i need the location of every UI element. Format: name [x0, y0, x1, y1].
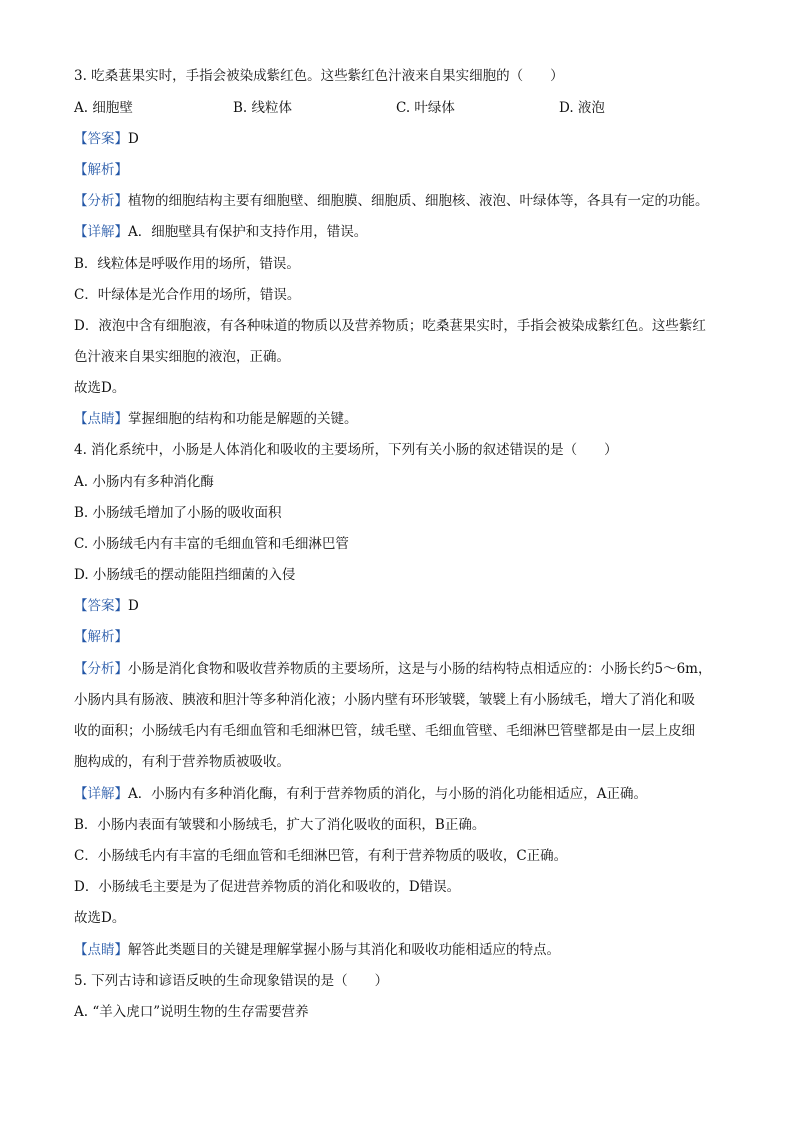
q3-xiangjie-d-line2: 色汁液来自果实细胞的液泡，正确。	[74, 349, 290, 365]
q4-fenxi-line3: 收的面积；小肠绒毛内有毛细血管和毛细淋巴管，绒毛壁、毛细血管壁、毛细淋巴管壁都是由一层上皮细	[74, 723, 695, 739]
q3-option-d: D. 液泡	[559, 100, 605, 116]
analysis-tag: 【解析】	[74, 162, 128, 178]
q4-option-c: C. 小肠绒毛内有丰富的毛细血管和毛细淋巴管	[74, 536, 349, 552]
q5-option-a: A. “羊入虎口”说明生物的生存需要营养	[74, 1004, 309, 1020]
q4-dianjing	[74, 940, 724, 960]
question-3-options	[74, 98, 724, 118]
q4-analysis	[74, 627, 724, 647]
xiangjie-text: A．小肠内有多种消化酶，有利于营养物质的消化，与小肠的消化功能相适应，A正确。	[128, 786, 647, 802]
fenxi-tag: 【分析】	[74, 661, 128, 677]
dianjing-text: 掌握细胞的结构和功能是解题的关键。	[128, 411, 358, 427]
answer-value: D	[128, 131, 139, 147]
q3-xiangjie-a	[74, 222, 724, 242]
q4-option-b: B. 小肠绒毛增加了小肠的吸收面积	[74, 505, 282, 521]
fenxi-text: 植物的细胞结构主要有细胞壁、细胞膜、细胞质、细胞核、液泡、叶绿体等，各具有一定的功能。	[128, 193, 709, 209]
fenxi-tag: 【分析】	[74, 193, 128, 209]
q4-fenxi-line4: 胞构成的，有利于营养物质被吸收。	[74, 754, 290, 770]
q3-fenxi	[74, 191, 724, 211]
dianjing-text: 解答此类题目的关键是理解掌握小肠与其消化和吸收功能相适应的特点。	[128, 942, 560, 958]
q4-xiangjie-d: D．小肠绒毛主要是为了促进营养物质的消化和吸收的，D错误。	[74, 879, 461, 895]
q3-xiangjie-c: C．叶绿体是光合作用的场所，错误。	[74, 287, 301, 303]
fenxi-text: 小肠是消化食物和吸收营养物质的主要场所，这是与小肠的结构特点相适应的：小肠长约5～6m，	[128, 661, 712, 677]
answer-tag: 【答案】	[74, 131, 128, 147]
q4-fenxi-line1	[74, 659, 724, 679]
q3-option-b: B. 线粒体	[233, 100, 293, 116]
answer-tag: 【答案】	[74, 598, 128, 614]
q3-xiangjie-d-line1: D．液泡中含有细胞液，有各种味道的物质以及营养物质；吃桑葚果实时，手指会被染成紫红色。这些紫红	[74, 318, 706, 334]
q4-choice: 故选D。	[74, 910, 126, 926]
q4-xiangjie-c: C．小肠绒毛内有丰富的毛细血管和毛细淋巴管，有利于营养物质的吸收，C正确。	[74, 848, 568, 864]
q3-dianjing	[74, 409, 724, 429]
answer-value: D	[128, 598, 139, 614]
xiangjie-text: A．细胞壁具有保护和支持作用，错误。	[128, 224, 368, 240]
xiangjie-tag: 【详解】	[74, 224, 128, 240]
q3-option-a: A. 细胞壁	[74, 100, 133, 116]
q4-option-a: A. 小肠内有多种消化酶	[74, 474, 214, 490]
question-4: 4. 消化系统中，小肠是人体消化和吸收的主要场所，下列有关小肠的叙述错误的是（ ）	[74, 442, 618, 458]
analysis-tag: 【解析】	[74, 629, 128, 645]
q4-option-d: D. 小肠绒毛的摆动能阻挡细菌的入侵	[74, 567, 296, 583]
q3-xiangjie-b: B．线粒体是呼吸作用的场所，错误。	[74, 256, 300, 272]
q4-answer	[74, 596, 724, 616]
question-3: 3. 吃桑葚果实时，手指会被染成紫红色。这些紫红色汁液来自果实细胞的（ ）	[74, 68, 564, 84]
q3-option-c: C. 叶绿体	[396, 100, 455, 116]
q4-xiangjie-a	[74, 784, 724, 804]
q3-analysis	[74, 160, 724, 180]
q3-choice: 故选D。	[74, 380, 126, 396]
q4-fenxi-line2: 小肠内具有肠液、胰液和胆汁等多种消化液；小肠内壁有环形皱襞，皱襞上有小肠绒毛，增大了消化和吸	[74, 692, 695, 708]
dianjing-tag: 【点睛】	[74, 411, 128, 427]
q3-answer	[74, 129, 724, 149]
dianjing-tag: 【点睛】	[74, 942, 128, 958]
xiangjie-tag: 【详解】	[74, 786, 128, 802]
q4-xiangjie-b: B．小肠内表面有皱襞和小肠绒毛，扩大了消化吸收的面积，B正确。	[74, 817, 486, 833]
question-5: 5. 下列古诗和谚语反映的生命现象错误的是（ ）	[74, 973, 389, 989]
